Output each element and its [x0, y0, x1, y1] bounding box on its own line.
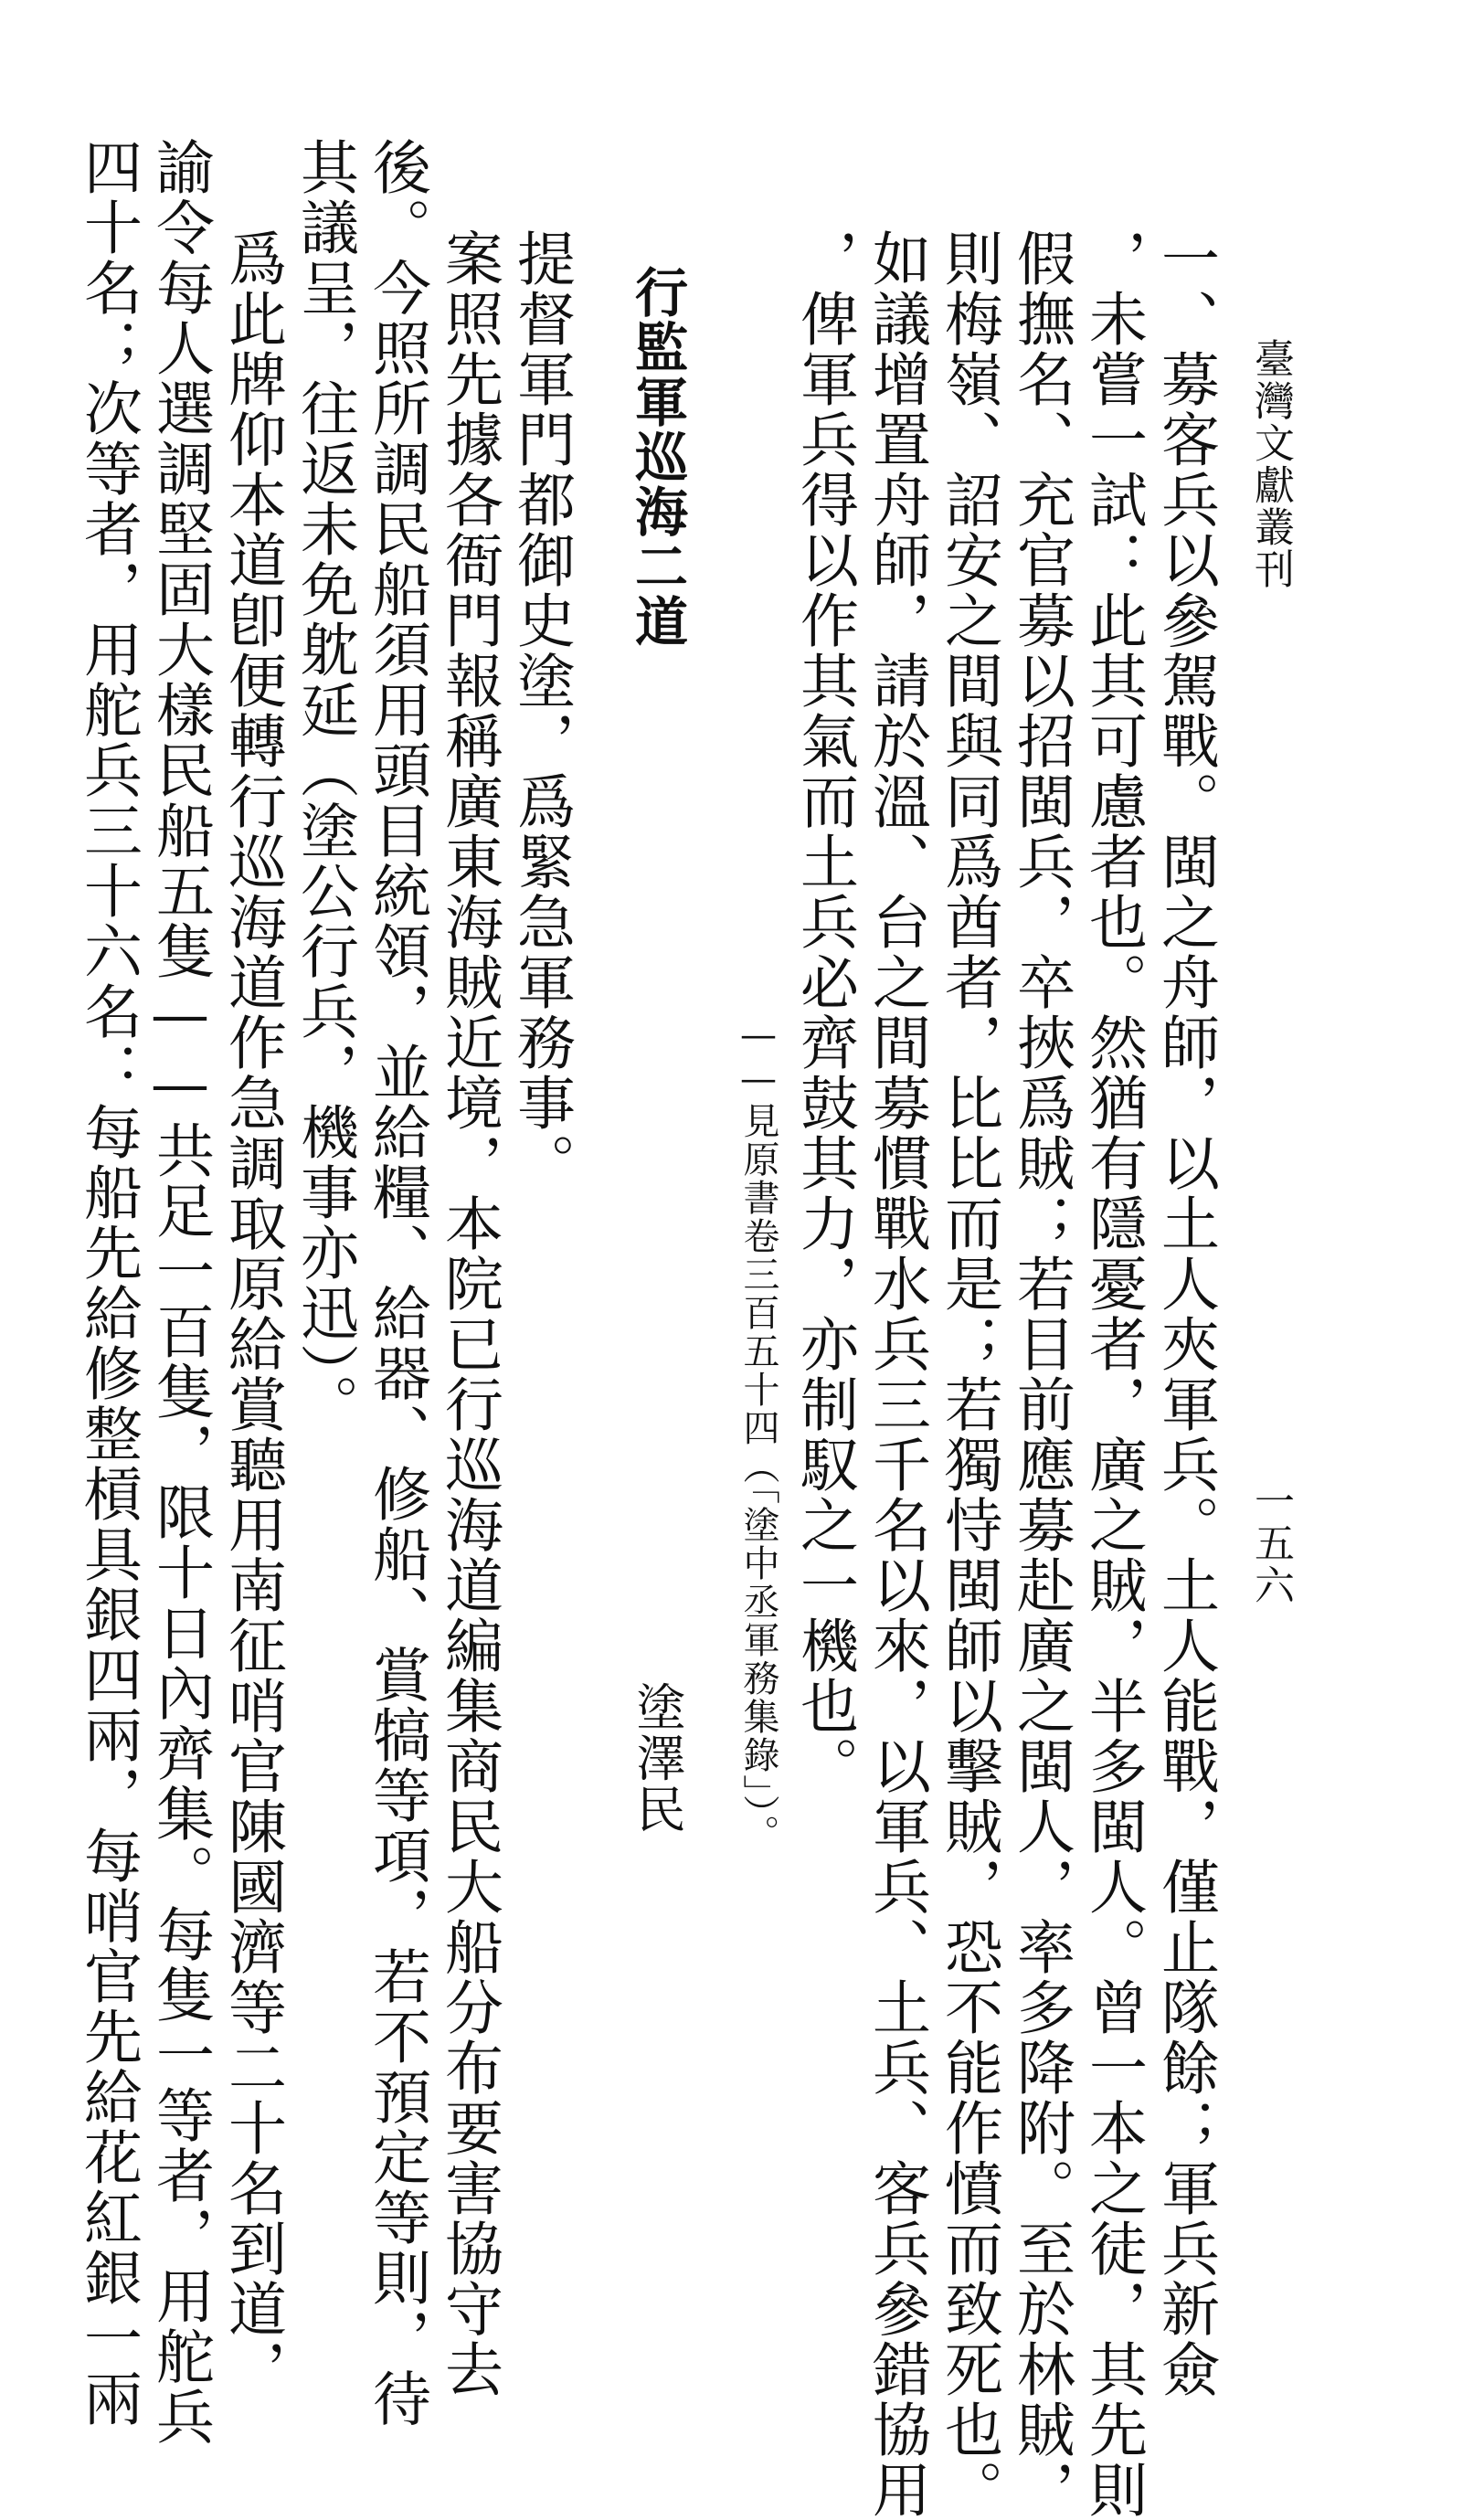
text-column: 提督軍門都御史塗，爲緊急軍務事。 [507, 228, 575, 1193]
text-column: 則梅嶺、詔安之間與同爲酋者，比比而是；若獨恃閩師以擊賊，恐不能作憤而致死也。 [935, 228, 1002, 2520]
text-column: 一、募客兵以參駕戰。閩之舟師，以土人夾軍兵。土人能戰，僅止隊餘；軍兵新僉 [1151, 228, 1219, 2399]
text-column: ，俾軍兵得以作其氣而土兵必齊鼓其力，亦制馭之一機也。 [790, 228, 858, 1796]
text-column: ，未嘗一試：此其可慮者也。然猶有隱憂者，廣之賊，半多閩人。曾一本之徒，其先則 [1079, 228, 1147, 2520]
text-column: 諭令每人選調堅固大樣民船五隻——共足一百隻，限十日內齊集。每隻一等者，用舵兵 [146, 137, 214, 2447]
series-title: 臺灣文獻叢刊 [1247, 338, 1294, 590]
text-column: 如議增置舟師，請於溫、台之間募慣戰水兵三千名以來，以軍兵、土兵、客兵參錯協用 [863, 228, 930, 2520]
author-name: 塗澤民 [629, 1681, 686, 1835]
section-title: 行監軍巡海二道 [626, 265, 688, 649]
text-column: 案照先據各衙門報稱廣東海賊近境，本院已行巡海道編集商民大船分布要害協守去 [435, 228, 503, 2399]
page-number: 一五六 [1247, 1480, 1294, 1606]
text-column: 後。今照所調民船須用頭目統領，並給糧、給器、修船、賞犒等項，若不預定等則，待 [363, 137, 430, 2429]
text-column: 假撫名、充官募以招閩兵，卒挾爲賊；若目前應募赴廣之閩人，率多降附。至於林賊， [1007, 228, 1075, 2520]
text-column: 四十名；次等者，用舵兵三十六名：每船先給修整槓具銀四兩，每哨官先給花紅銀一兩 [74, 137, 142, 2429]
text-column: 爲此牌仰本道卽便轉行巡海道作急調取原給賞聽用南征哨官陳國濟等二十名到道， [218, 228, 286, 2399]
source-note: ——見原書卷三百五十四（「塗中丞軍務集錄」）。 [737, 1014, 779, 1853]
text-column: 其議呈，往返未免躭延（塗公行兵，機事亦迅）。 [291, 137, 358, 1435]
